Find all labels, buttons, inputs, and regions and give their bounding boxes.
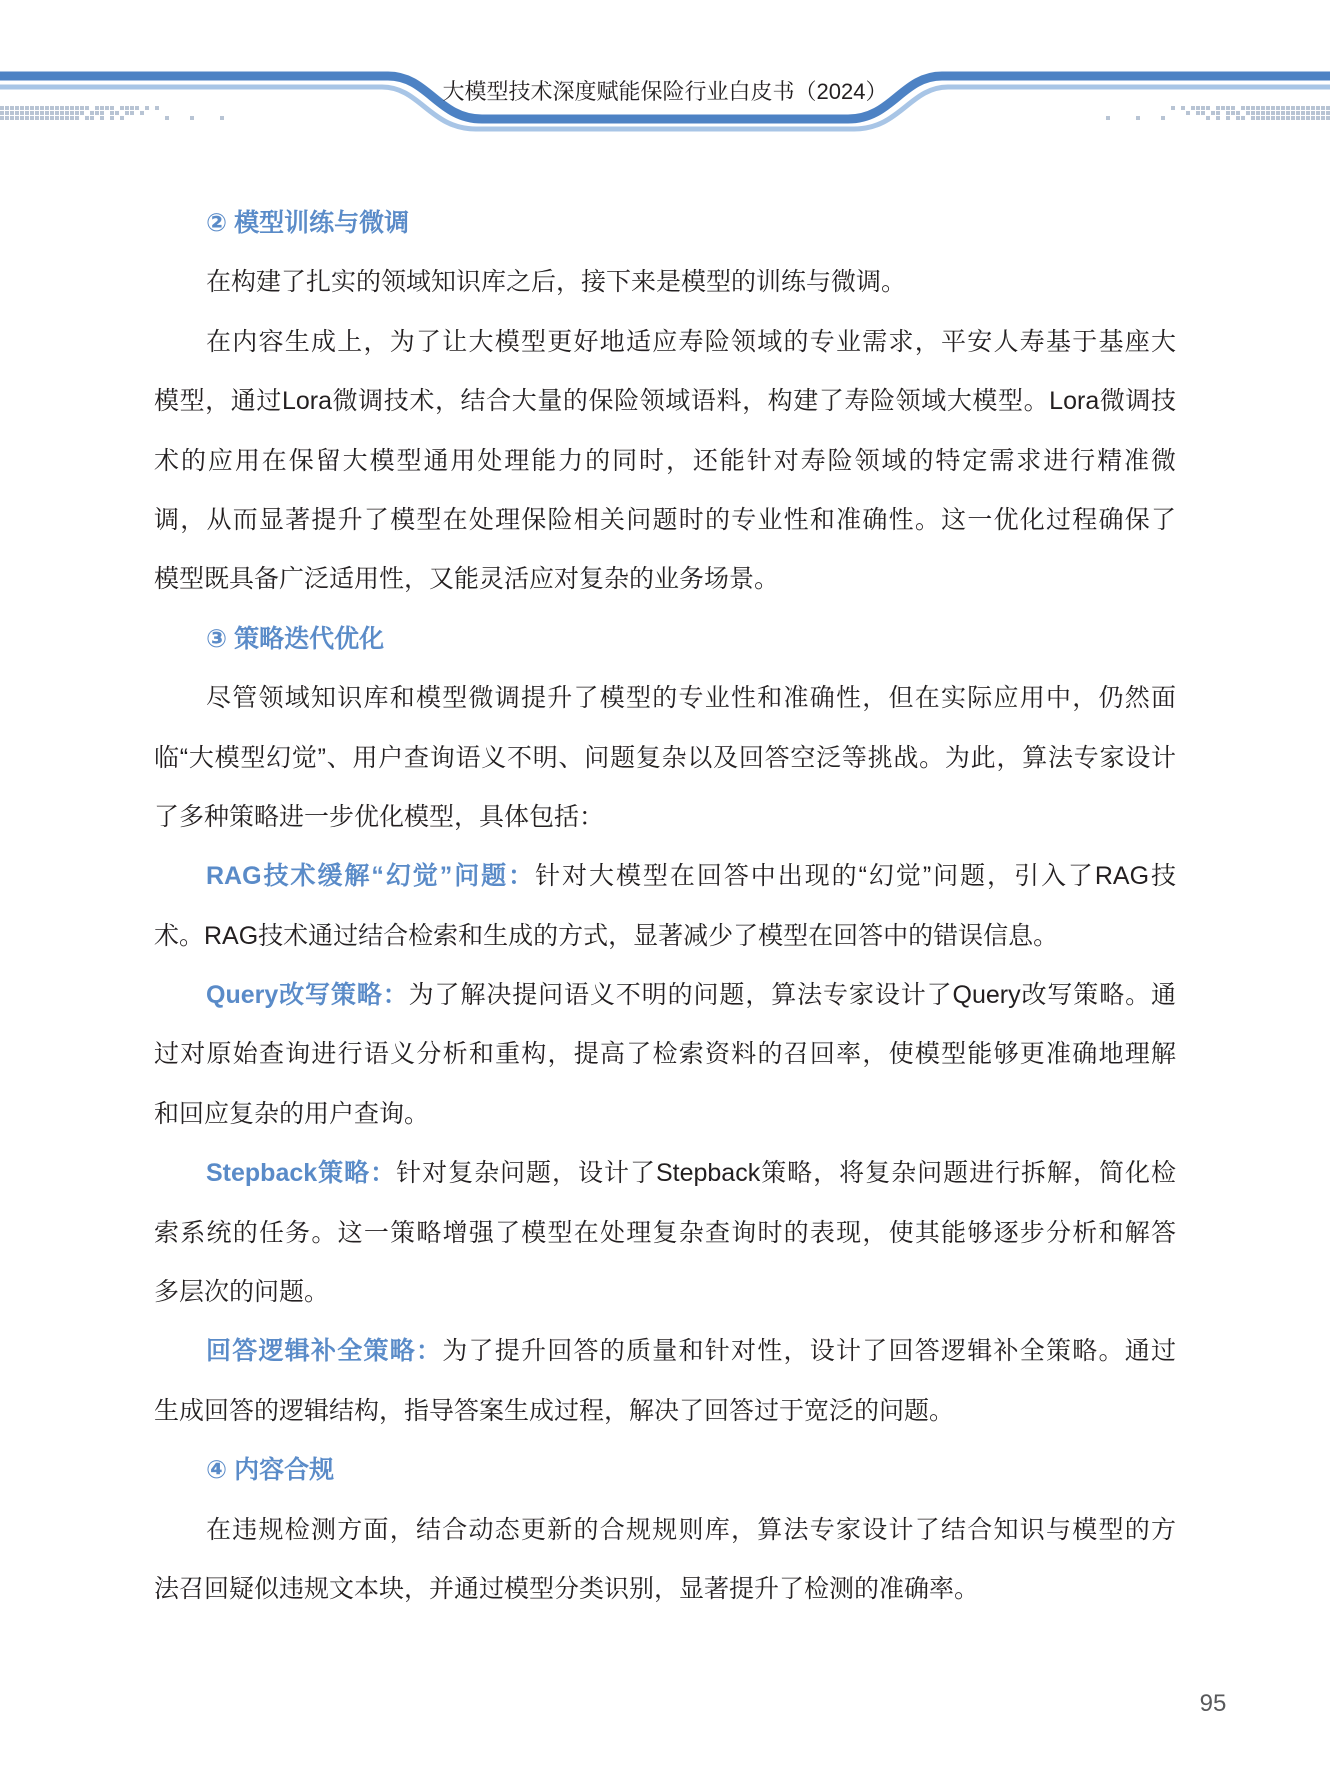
pixel-square bbox=[1251, 106, 1255, 110]
pixel-square bbox=[1236, 111, 1240, 115]
page-header bbox=[0, 0, 1330, 150]
pixel-square bbox=[1236, 116, 1240, 120]
pixel-square bbox=[1326, 116, 1330, 120]
pixel-square bbox=[20, 116, 24, 120]
pixel-square bbox=[1196, 111, 1200, 115]
pixel-square bbox=[70, 111, 74, 115]
pixel-square bbox=[1246, 106, 1250, 110]
strategy-rag bbox=[154, 847, 1176, 966]
paragraph bbox=[154, 669, 1176, 847]
pixel-square bbox=[1296, 111, 1300, 115]
pixel-square bbox=[5, 106, 9, 110]
pixel-square bbox=[155, 106, 159, 110]
pixel-square bbox=[70, 106, 74, 110]
pixel-square bbox=[1216, 111, 1220, 115]
strategy-text: 针对复杂问题，设计了Stepback策略，将复杂问题进行拆解，简化检 bbox=[396, 1159, 1176, 1188]
pixel-square bbox=[55, 106, 59, 110]
pixel-square bbox=[30, 111, 34, 115]
pixel-square bbox=[1276, 116, 1280, 120]
paragraph-line: 生成回答的逻辑结构，指导答案生成过程，解决了回答过于宽泛的问题。 bbox=[154, 1396, 955, 1425]
strategy-label: Stepback策略： bbox=[206, 1159, 397, 1188]
pixel-square bbox=[1161, 116, 1165, 120]
pixel-square bbox=[1206, 116, 1210, 120]
pixel-square bbox=[1261, 116, 1265, 120]
pixel-square bbox=[1306, 106, 1310, 110]
pixel-square bbox=[25, 116, 29, 120]
paragraph-line bbox=[154, 1322, 1176, 1381]
pixel-square bbox=[1286, 116, 1290, 120]
pixel-square bbox=[1216, 106, 1220, 110]
paragraph-line: 索系统的任务。这一策略增强了模型在处理复杂查询时的表现，使其能够逐步分析和解答 bbox=[154, 1218, 1176, 1247]
pixel-square bbox=[125, 111, 129, 115]
pixel-square bbox=[75, 106, 79, 110]
pixel-square bbox=[85, 116, 89, 120]
pixel-square bbox=[1226, 106, 1230, 110]
pixel-square bbox=[120, 106, 124, 110]
pixel-square bbox=[5, 111, 9, 115]
pixel-square bbox=[1211, 111, 1215, 115]
pixel-square bbox=[1296, 106, 1300, 110]
page-number: 95 bbox=[1199, 1690, 1227, 1717]
pixel-square bbox=[50, 111, 54, 115]
pixel-square bbox=[45, 106, 49, 110]
pixel-square bbox=[1256, 116, 1260, 120]
pixel-square bbox=[115, 111, 119, 115]
pixel-square bbox=[80, 111, 84, 115]
section-heading: ③ 策略迭代优化 bbox=[206, 624, 385, 653]
pixel-square bbox=[15, 116, 19, 120]
pixel-square bbox=[0, 116, 4, 120]
pixel-square bbox=[1226, 116, 1230, 120]
pixel-square bbox=[1246, 111, 1250, 115]
pixel-square bbox=[1316, 116, 1320, 120]
pixel-square bbox=[1326, 111, 1330, 115]
pixel-square bbox=[145, 106, 149, 110]
pixel-square bbox=[90, 111, 94, 115]
pixel-square bbox=[1301, 111, 1305, 115]
pixel-square bbox=[1281, 111, 1285, 115]
pixel-square bbox=[110, 116, 114, 120]
pixel-square bbox=[190, 116, 194, 120]
page-body bbox=[154, 194, 1176, 1619]
pixel-square bbox=[1311, 116, 1315, 120]
pixel-square bbox=[1281, 116, 1285, 120]
strategy-label: Query改写策略： bbox=[206, 981, 409, 1010]
pixel-decoration-left bbox=[0, 106, 224, 120]
pixel-square bbox=[1321, 116, 1325, 120]
paragraph-line: 和回应复杂的用户查询。 bbox=[154, 1099, 430, 1128]
pixel-square bbox=[1311, 106, 1315, 110]
paragraph-line: 了多种策略进一步优化模型，具体包括： bbox=[154, 802, 605, 831]
pixel-square bbox=[1271, 116, 1275, 120]
pixel-square bbox=[1261, 111, 1265, 115]
pixel-square bbox=[10, 106, 14, 110]
pixel-square bbox=[25, 106, 29, 110]
strategy-answer-logic bbox=[154, 1322, 1176, 1441]
pixel-square bbox=[1266, 111, 1270, 115]
pixel-square bbox=[1326, 106, 1330, 110]
paragraph-line: 在内容生成上，为了让大模型更好地适应寿险领域的专业需求，平安人寿基于基座大 bbox=[206, 327, 1176, 356]
pixel-square bbox=[1321, 111, 1325, 115]
pixel-square bbox=[55, 111, 59, 115]
pixel-square bbox=[1241, 116, 1245, 120]
pixel-square bbox=[0, 106, 4, 110]
pixel-square bbox=[1201, 106, 1205, 110]
pixel-square bbox=[60, 111, 64, 115]
pixel-square bbox=[1256, 106, 1260, 110]
paragraph-line: 术。RAG技术通过结合检索和生成的方式，显著减少了模型在回答中的错误信息。 bbox=[154, 921, 1059, 950]
paragraph-line: 在违规检测方面，结合动态更新的合规规则库，算法专家设计了结合知识与模型的方 bbox=[206, 1515, 1176, 1544]
paragraph bbox=[154, 253, 1176, 312]
pixel-square bbox=[165, 116, 169, 120]
pixel-square bbox=[1281, 106, 1285, 110]
strategy-text: 为了解决提问语义不明的问题，算法专家设计了Query改写策略。通 bbox=[408, 981, 1176, 1010]
pixel-square bbox=[20, 111, 24, 115]
pixel-square bbox=[135, 106, 139, 110]
pixel-square bbox=[1311, 111, 1315, 115]
pixel-square bbox=[1201, 111, 1205, 115]
paragraph-line bbox=[154, 1144, 1176, 1203]
pixel-square bbox=[1256, 111, 1260, 115]
pixel-square bbox=[40, 106, 44, 110]
pixel-square bbox=[220, 116, 224, 120]
pixel-square bbox=[1291, 111, 1295, 115]
pixel-square bbox=[130, 111, 134, 115]
pixel-square bbox=[35, 111, 39, 115]
section-heading: ② 模型训练与微调 bbox=[206, 209, 410, 237]
pixel-square bbox=[1291, 106, 1295, 110]
pixel-square bbox=[1286, 106, 1290, 110]
pixel-square bbox=[1271, 106, 1275, 110]
pixel-square bbox=[1251, 111, 1255, 115]
pixel-square bbox=[1316, 106, 1320, 110]
pixel-square bbox=[85, 106, 89, 110]
pixel-square bbox=[130, 106, 134, 110]
pixel-square bbox=[1291, 116, 1295, 120]
pixel-square bbox=[100, 106, 104, 110]
pixel-square bbox=[60, 116, 64, 120]
paragraph bbox=[154, 313, 1176, 610]
section-content-compliance bbox=[154, 1441, 1176, 1619]
pixel-square bbox=[1316, 111, 1320, 115]
paragraph-line: 法召回疑似违规文本块，并通过模型分类识别，显著提升了检测的准确率。 bbox=[154, 1574, 980, 1603]
strategy-text: 针对大模型在回答中出现的“幻觉”问题，引入了RAG技 bbox=[535, 862, 1177, 891]
pixel-square bbox=[80, 106, 84, 110]
pixel-square bbox=[35, 116, 39, 120]
pixel-square bbox=[1241, 106, 1245, 110]
pixel-square bbox=[1296, 116, 1300, 120]
paragraph-line: 临“大模型幻觉”、用户查询语义不明、问题复杂以及回答空泛等挑战。为此，算法专家设计 bbox=[154, 743, 1176, 772]
pixel-square bbox=[105, 106, 109, 110]
pixel-square bbox=[1171, 106, 1175, 110]
pixel-square bbox=[1216, 116, 1220, 120]
pixel-square bbox=[1106, 116, 1110, 120]
pixel-square bbox=[1226, 111, 1230, 115]
pixel-square bbox=[125, 106, 129, 110]
pixel-square bbox=[1306, 111, 1310, 115]
section-heading: ④ 内容合规 bbox=[206, 1456, 335, 1485]
pixel-square bbox=[95, 111, 99, 115]
pixel-square bbox=[1301, 106, 1305, 110]
paragraph-line: 多层次的问题。 bbox=[154, 1278, 330, 1307]
pixel-square bbox=[120, 116, 124, 120]
pixel-square bbox=[1321, 106, 1325, 110]
pixel-square bbox=[140, 111, 144, 115]
pixel-square bbox=[1231, 106, 1235, 110]
strategy-label: RAG技术缓解“幻觉”问题： bbox=[206, 862, 536, 891]
pixel-square bbox=[10, 111, 14, 115]
pixel-square bbox=[65, 111, 69, 115]
pixel-square bbox=[1186, 111, 1190, 115]
pixel-square bbox=[15, 111, 19, 115]
pixel-square bbox=[95, 106, 99, 110]
pixel-decoration-right bbox=[1106, 106, 1330, 120]
pixel-square bbox=[65, 106, 69, 110]
pixel-square bbox=[75, 111, 79, 115]
pixel-square bbox=[45, 111, 49, 115]
pixel-square bbox=[40, 111, 44, 115]
pixel-square bbox=[1251, 116, 1255, 120]
header-band bbox=[0, 0, 1330, 150]
pixel-square bbox=[1286, 111, 1290, 115]
pixel-square bbox=[20, 106, 24, 110]
paragraph bbox=[154, 1501, 1176, 1620]
strategy-label: 回答逻辑补全策略： bbox=[206, 1337, 443, 1366]
pixel-square bbox=[40, 116, 44, 120]
pixel-square bbox=[15, 106, 19, 110]
pixel-square bbox=[1271, 111, 1275, 115]
pixel-square bbox=[1231, 111, 1235, 115]
pixel-square bbox=[35, 106, 39, 110]
pixel-square bbox=[1276, 106, 1280, 110]
pixel-square bbox=[5, 116, 9, 120]
pixel-square bbox=[1196, 106, 1200, 110]
pixel-square bbox=[90, 116, 94, 120]
pixel-square bbox=[110, 111, 114, 115]
pixel-square bbox=[50, 116, 54, 120]
section-strategy-iteration bbox=[154, 610, 1176, 1441]
pixel-square bbox=[65, 116, 69, 120]
pixel-square bbox=[10, 116, 14, 120]
pixel-square bbox=[1306, 116, 1310, 120]
paragraph-line: 术的应用在保留大模型通用处理能力的同时，还能针对寿险领域的特定需求进行精准微 bbox=[154, 446, 1176, 475]
pixel-square bbox=[55, 116, 59, 120]
paragraph-line: 尽管领域知识库和模型微调提升了模型的专业性和准确性，但在实际应用中，仍然面 bbox=[206, 684, 1176, 713]
section-model-training bbox=[154, 194, 1176, 610]
header-title: 大模型技术深度赋能保险行业白皮书（2024） bbox=[442, 79, 888, 104]
paragraph-line bbox=[154, 847, 1176, 906]
pixel-square bbox=[1261, 106, 1265, 110]
pixel-square bbox=[1276, 111, 1280, 115]
pixel-square bbox=[1136, 116, 1140, 120]
pixel-square bbox=[0, 111, 4, 115]
pixel-square bbox=[25, 111, 29, 115]
pixel-square bbox=[50, 106, 54, 110]
paragraph-line bbox=[154, 966, 1176, 1025]
pixel-square bbox=[30, 106, 34, 110]
pixel-square bbox=[100, 111, 104, 115]
pixel-square bbox=[1191, 106, 1195, 110]
strategy-query-rewrite bbox=[154, 966, 1176, 1144]
pixel-square bbox=[75, 116, 79, 120]
strategy-stepback bbox=[154, 1144, 1176, 1322]
pixel-square bbox=[30, 116, 34, 120]
pixel-square bbox=[1266, 106, 1270, 110]
pixel-square bbox=[60, 106, 64, 110]
pixel-square bbox=[70, 116, 74, 120]
pixel-square bbox=[45, 116, 49, 120]
paragraph-line: 模型，通过Lora微调技术，结合大量的保险领域语料，构建了寿险领域大模型。Lora微调技 bbox=[154, 387, 1176, 416]
pixel-square bbox=[1266, 116, 1270, 120]
pixel-square bbox=[1181, 106, 1185, 110]
pixel-square bbox=[1206, 106, 1210, 110]
pixel-square bbox=[100, 116, 104, 120]
strategy-text: 为了提升回答的质量和针对性，设计了回答逻辑补全策略。通过 bbox=[442, 1337, 1176, 1366]
paragraph-line: 过对原始查询进行语义分析和重构，提高了检索资料的召回率，使模型能够更准确地理解 bbox=[154, 1040, 1176, 1069]
pixel-square bbox=[110, 106, 114, 110]
paragraph-line: 模型既具备广泛适用性，又能灵活应对复杂的业务场景。 bbox=[154, 565, 780, 594]
paragraph-line: 在构建了扎实的领域知识库之后，接下来是模型的训练与微调。 bbox=[206, 268, 907, 297]
paragraph-line: 调，从而显著提升了模型在处理保险相关问题时的专业性和准确性。这一优化过程确保了 bbox=[154, 505, 1176, 534]
pixel-square bbox=[1221, 106, 1225, 110]
pixel-square bbox=[1301, 116, 1305, 120]
